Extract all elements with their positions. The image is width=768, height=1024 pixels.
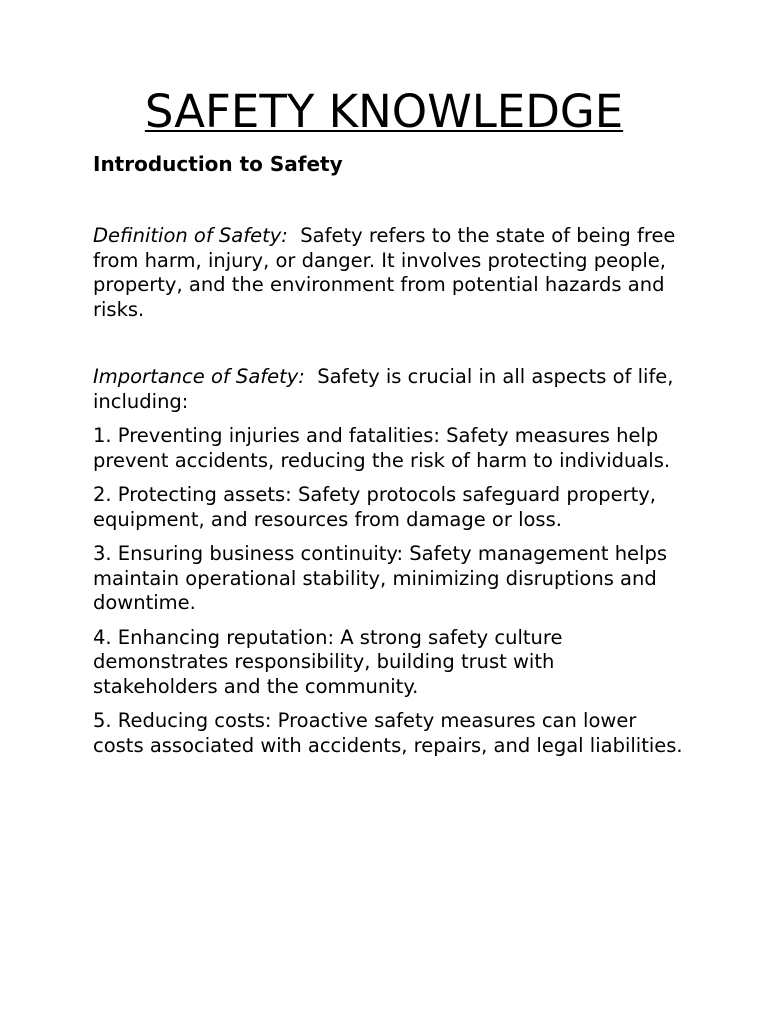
list-item: 1. Preventing injuries and fatalities: Safety measures help prevent accidents, reducing the risk of harm to individuals. (93, 424, 671, 472)
importance-list (93, 424, 683, 758)
definition-term: Definition of Safety: (93, 224, 288, 247)
importance-term: Importance of Safety: (93, 365, 305, 388)
list-item: 3. Ensuring business continuity: Safety management helps maintain operational stability, minimizing disruptions and downtime. (93, 542, 668, 614)
document-title: SAFETY KNOWLEDGE (144, 85, 624, 138)
list-item: 4. Enhancing reputation: A strong safety culture demonstrates responsibility, building trust with stakeholders and the community. (93, 625, 563, 698)
list-item: 5. Reducing costs: Proactive safety measures can lower costs associated with accidents, repairs, and legal liabilities. (93, 709, 683, 757)
importance-text: Safety is crucial in all aspects of life, including: (93, 365, 674, 413)
definition-text: Safety refers to the state of being free from harm, injury, or danger. It involves protecting people, property, and the environment from potential hazards and risks. (93, 224, 676, 321)
section-heading: Introduction to Safety (93, 152, 343, 176)
document-body (93, 150, 683, 768)
definition-paragraph (93, 224, 683, 322)
list-item: 2. Protecting assets: Safety protocols safeguard property, equipment, and resources from damage or loss. (93, 483, 656, 531)
importance-paragraph (93, 365, 683, 414)
